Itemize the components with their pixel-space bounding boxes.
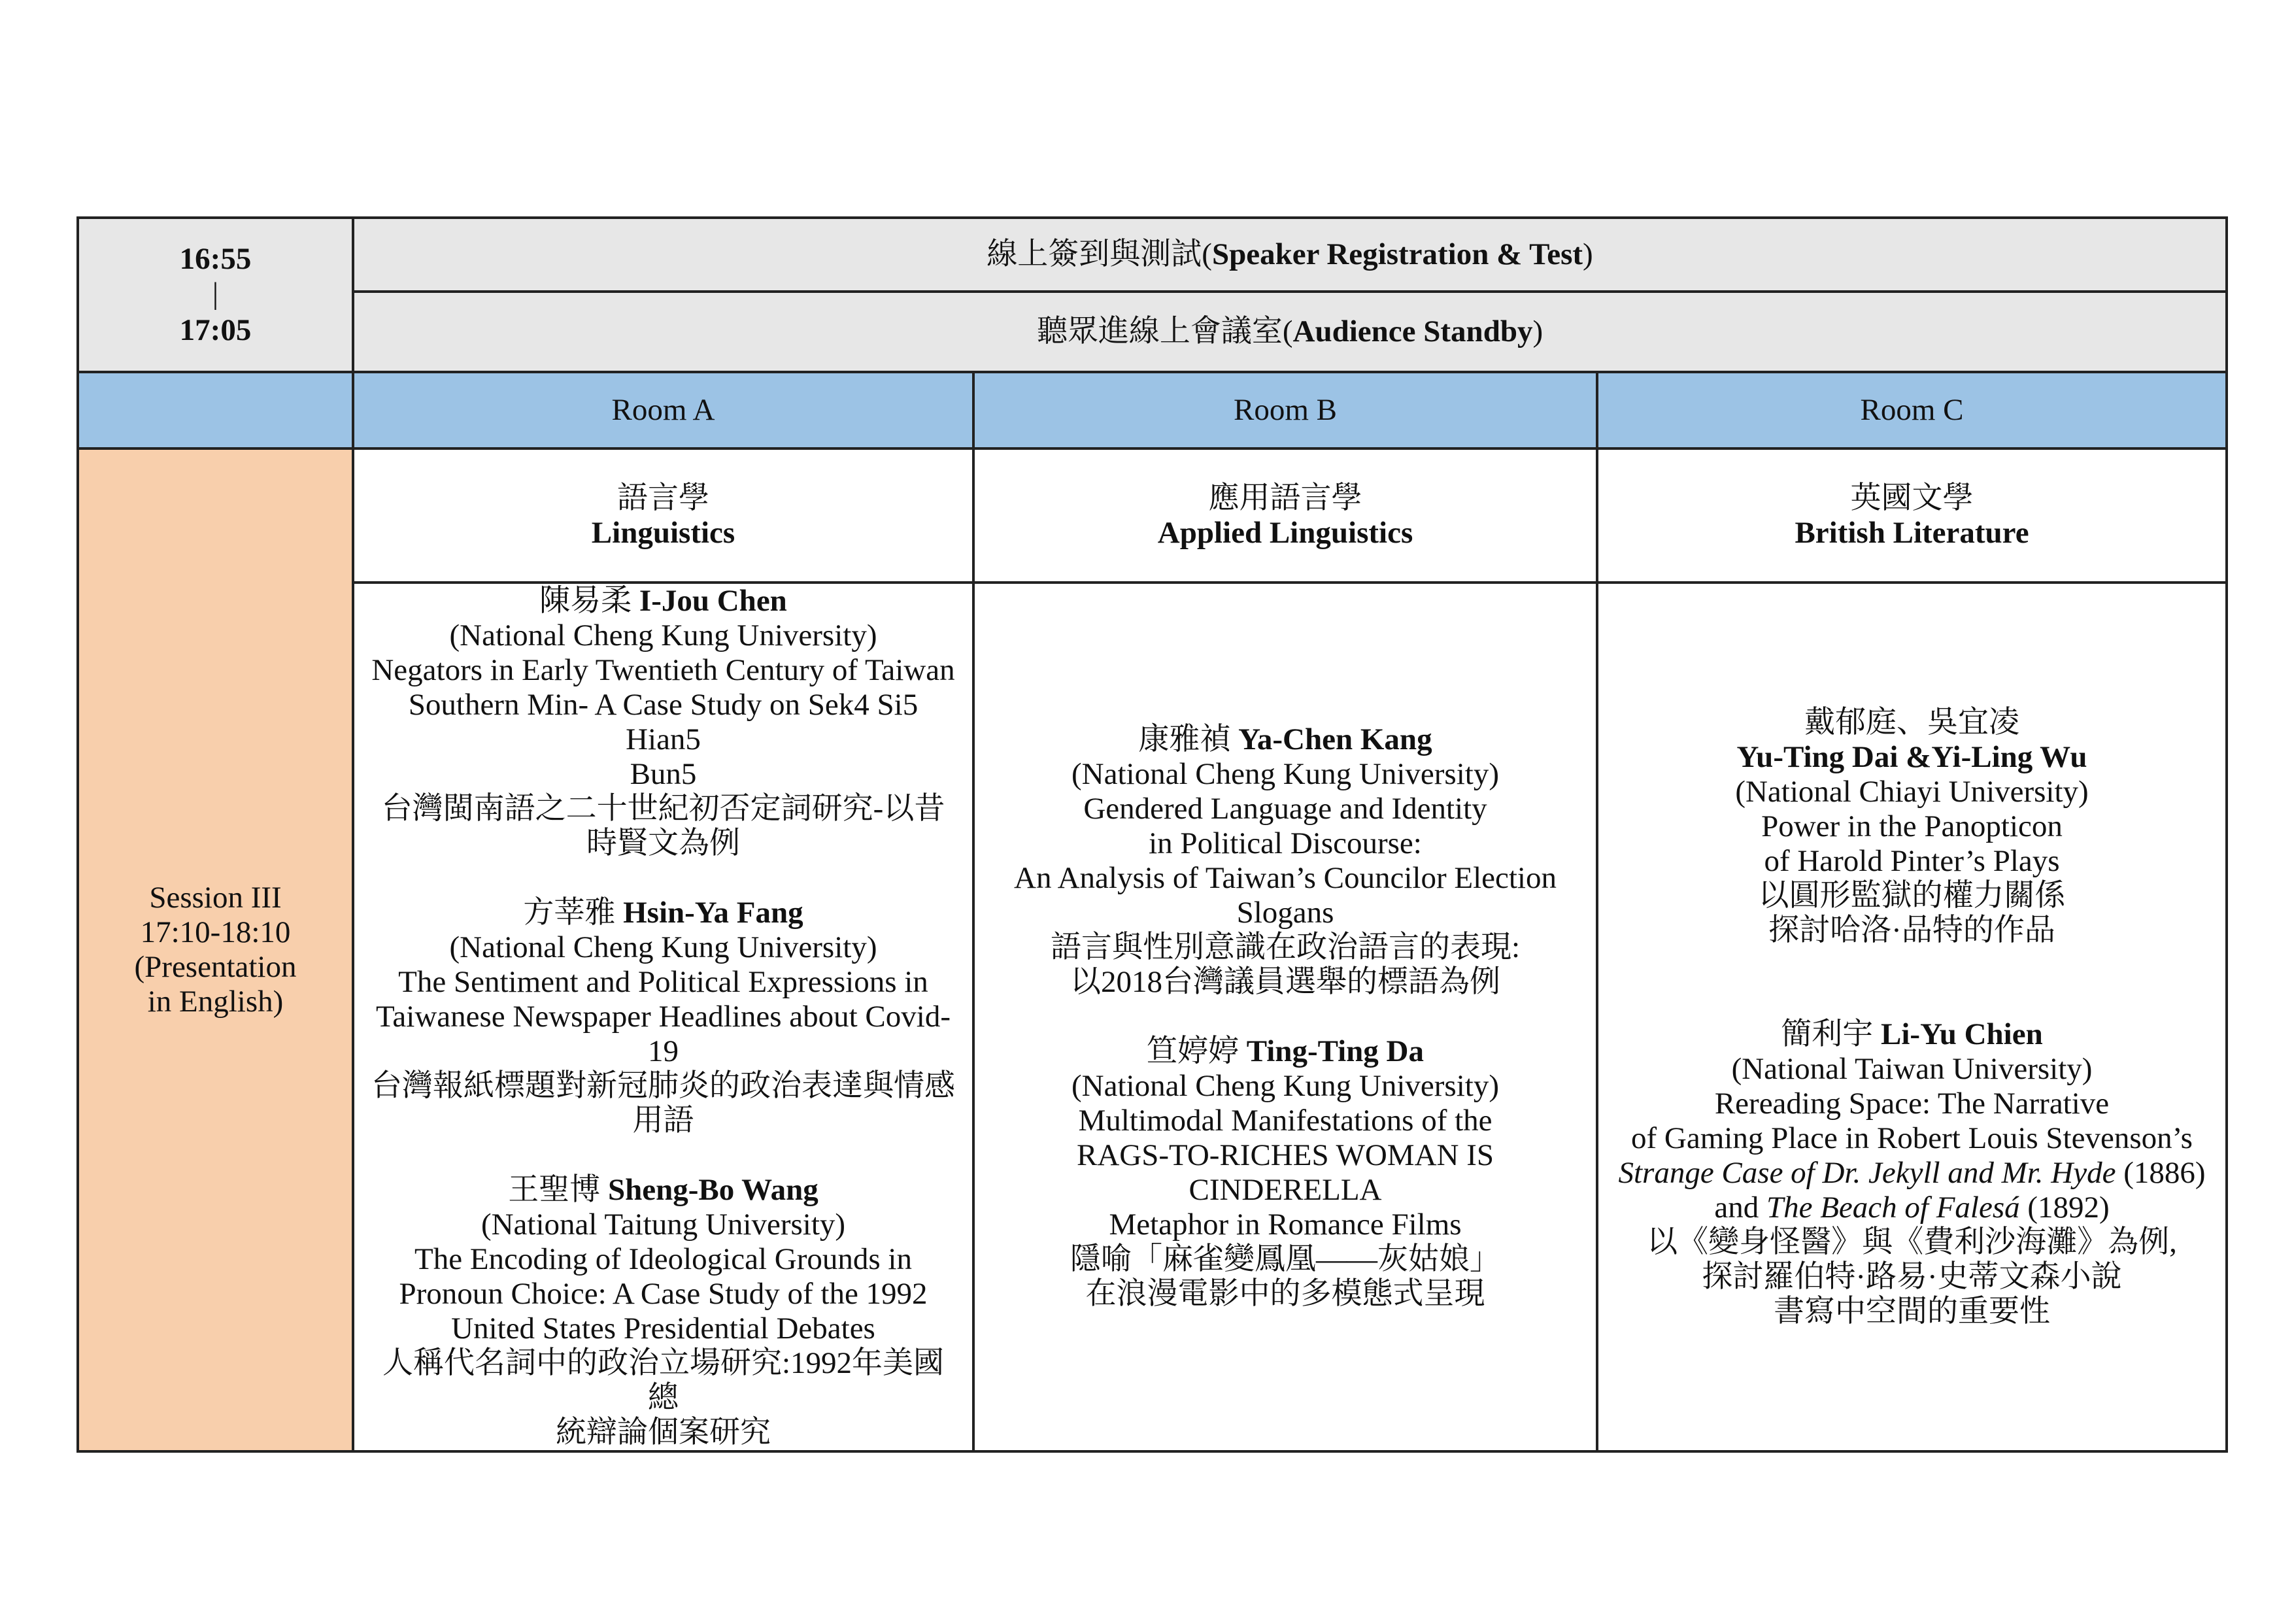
paper-title-line: The Sentiment and Political Expressions in — [398, 965, 928, 999]
registration-zh: 線上簽到與測試( — [987, 237, 1212, 271]
speaker-zh: 康雅禎 — [1138, 722, 1231, 756]
speaker-zh: 方莘雅 — [523, 896, 616, 930]
paper-title-line — [1611, 1156, 2212, 1191]
affiliation: (National Cheng Kung University) — [1071, 1069, 1499, 1103]
paper-title-line: United States Presidential Debates — [451, 1311, 875, 1345]
paper-title-zh-line: 探討哈洛·品特的作品 — [1768, 913, 2055, 947]
affiliation: (National Cheng Kung University) — [449, 930, 877, 964]
field-en: Linguistics — [591, 515, 735, 550]
speaker-en: Ting-Ting Da — [1246, 1034, 1424, 1068]
room-header-empty — [78, 372, 353, 448]
speaker-en: I-Jou Chen — [639, 584, 787, 618]
session-note-2: in English) — [147, 985, 284, 1019]
book-title: The Beach of Falesá — [1766, 1190, 2020, 1225]
speaker-en: Li-Yu Chien — [1881, 1017, 2043, 1051]
speaker-line — [367, 896, 959, 930]
paper-title-line: RAGS-TO-RICHES WOMAN IS CINDERELLA — [1076, 1138, 1494, 1207]
field-en: British Literature — [1795, 515, 2029, 550]
book-year: (1892) — [2019, 1190, 2110, 1225]
standby-en: Audience Standby — [1292, 314, 1533, 348]
paper-title-line: of Harold Pinter’s Plays — [1764, 843, 2060, 878]
paper-entry — [367, 896, 959, 1138]
paper-title-line: of Gaming Place in Robert Louis Stevenson’s — [1631, 1121, 2193, 1155]
registration-banner — [353, 218, 2227, 292]
paper-title-line: in Political Discourse: — [1149, 826, 1422, 860]
session-cell — [78, 448, 353, 1451]
room-c-header: Room C — [1597, 372, 2227, 448]
field-en: Applied Linguistics — [1157, 515, 1413, 550]
speaker-en: Yu-Ting Dai &Yi-Ling Wu — [1736, 739, 2087, 774]
paper-title-zh-line: 在浪漫電影中的多模態式呈現 — [1085, 1277, 1485, 1311]
standby-zh: 聽眾進線上會議室( — [1036, 314, 1293, 348]
speaker-en: Sheng-Bo Wang — [608, 1173, 818, 1207]
time-end: 17:05 — [179, 313, 252, 347]
field-zh: 應用語言學 — [1208, 481, 1362, 515]
and-text: and — [1714, 1190, 1766, 1225]
paper-title-zh-line: 台灣閩南語之二十世紀初否定詞研究-以昔 — [381, 792, 945, 826]
paper-title-line: An Analysis of Taiwan’s Councilor Election — [1014, 861, 1557, 895]
room-a-header: Room A — [353, 372, 973, 448]
paper-title-zh-line: 人稱代名詞中的政治立場研究:1992年美國總 — [382, 1346, 945, 1415]
speaker-zh: 陳易柔 — [539, 584, 632, 618]
affiliation: (National Chiayi University) — [1735, 774, 2089, 809]
book-title: Strange Case of Dr. Jekyll and Mr. Hyde — [1618, 1155, 2116, 1190]
speaker-en: Hsin-Ya Fang — [623, 896, 803, 930]
paper-entry — [367, 584, 959, 861]
paper-title-line: Taiwanese Newspaper Headlines about Covid-19 — [376, 1000, 951, 1068]
speaker-line — [988, 722, 1583, 757]
paper-title-zh-line: 隱喻「麻雀變鳳凰——灰姑娘」 — [1070, 1242, 1500, 1276]
field-cell-b — [973, 448, 1597, 583]
paper-title-zh-line: 用語 — [632, 1104, 694, 1138]
papers-cell-b — [973, 583, 1597, 1451]
paper-title-line: Multimodal Manifestations of the — [1078, 1104, 1493, 1138]
session-name: Session III — [149, 881, 282, 915]
paper-entry — [367, 1173, 959, 1450]
book-year: (1886) — [2116, 1155, 2206, 1190]
paper-entry — [1611, 1017, 2212, 1329]
registration-en: Speaker Registration & Test — [1211, 237, 1583, 271]
paper-title-line: Rereading Space: The Narrative — [1714, 1086, 2110, 1121]
paper-entry — [988, 1034, 1583, 1311]
paper-entry — [1611, 705, 2212, 948]
paper-title-zh-line: 時賢文為例 — [586, 826, 740, 860]
standby-banner — [353, 292, 2227, 372]
room-b-header: Room B — [973, 372, 1597, 448]
paper-title-zh-line: 以圓形監獄的權力關係 — [1758, 878, 2066, 913]
paper-entry — [988, 722, 1583, 1000]
field-zh: 英國文學 — [1850, 481, 1974, 515]
speaker-en: Ya-Chen Kang — [1238, 722, 1432, 756]
speaker-line — [1611, 1017, 2212, 1052]
schedule-table — [76, 216, 2228, 1453]
affiliation: (National Taitung University) — [481, 1208, 846, 1242]
speaker-zh: 簡利宇 — [1781, 1017, 1874, 1051]
paper-title-line — [1611, 1191, 2212, 1225]
session-time: 17:10-18:10 — [140, 915, 291, 949]
field-zh: 語言學 — [617, 481, 709, 515]
paper-title-zh-line: 書寫中空間的重要性 — [1774, 1294, 2050, 1328]
papers-cell-a — [353, 583, 973, 1451]
paper-title-zh-line: 台灣報紙標題對新冠肺炎的政治表達與情感 — [371, 1069, 955, 1103]
registration-close: ) — [1583, 237, 1593, 271]
field-cell-a — [353, 448, 973, 583]
affiliation: (National Cheng Kung University) — [449, 618, 877, 652]
paper-title-line: Power in the Panopticon — [1761, 809, 2063, 843]
papers-cell-c — [1597, 583, 2227, 1451]
speaker-zh: 笪婷婷 — [1147, 1034, 1239, 1068]
paper-title-line: Southern Min- A Case Study on Sek4 Si5 Hian5 — [408, 688, 919, 756]
field-cell-c — [1597, 448, 2227, 583]
affiliation: (National Taiwan University) — [1731, 1051, 2093, 1086]
speaker-line — [367, 584, 959, 618]
standby-close: ) — [1532, 314, 1543, 348]
speaker-line — [367, 1173, 959, 1208]
speaker-zh: 戴郁庭、吳宜凌 — [1804, 705, 2019, 739]
paper-title-zh-line: 探討羅伯特·路易·史蒂文森小說 — [1702, 1259, 2122, 1294]
speaker-line — [988, 1034, 1583, 1069]
speaker-zh: 王聖博 — [508, 1173, 601, 1207]
session-note-1: (Presentation — [134, 950, 297, 984]
paper-title-line: Negators in Early Twentieth Century of Taiwan — [371, 653, 955, 687]
time-slot-cell — [78, 218, 353, 372]
paper-title-zh-line: 以2018台灣議員選舉的標語為例 — [1070, 965, 1500, 999]
paper-title-line: Gendered Language and Identity — [1083, 792, 1487, 826]
paper-title-line: Bun5 — [630, 757, 697, 791]
paper-title-zh-line: 以《變身怪醫》與《費利沙海灘》為例, — [1647, 1225, 2177, 1259]
paper-title-line: Pronoun Choice: A Case Study of the 1992 — [399, 1277, 928, 1311]
paper-title-zh-line: 語言與性別意識在政治語言的表現: — [1050, 930, 1521, 964]
paper-title-line: Slogans — [1236, 896, 1334, 930]
time-separator: | — [212, 277, 219, 311]
paper-title-line: Metaphor in Romance Films — [1109, 1208, 1462, 1242]
paper-title-zh-line: 統辯論個案研究 — [556, 1415, 771, 1449]
paper-title-line: The Encoding of Ideological Grounds in — [414, 1242, 912, 1276]
affiliation: (National Cheng Kung University) — [1071, 757, 1499, 791]
time-start: 16:55 — [179, 242, 252, 276]
